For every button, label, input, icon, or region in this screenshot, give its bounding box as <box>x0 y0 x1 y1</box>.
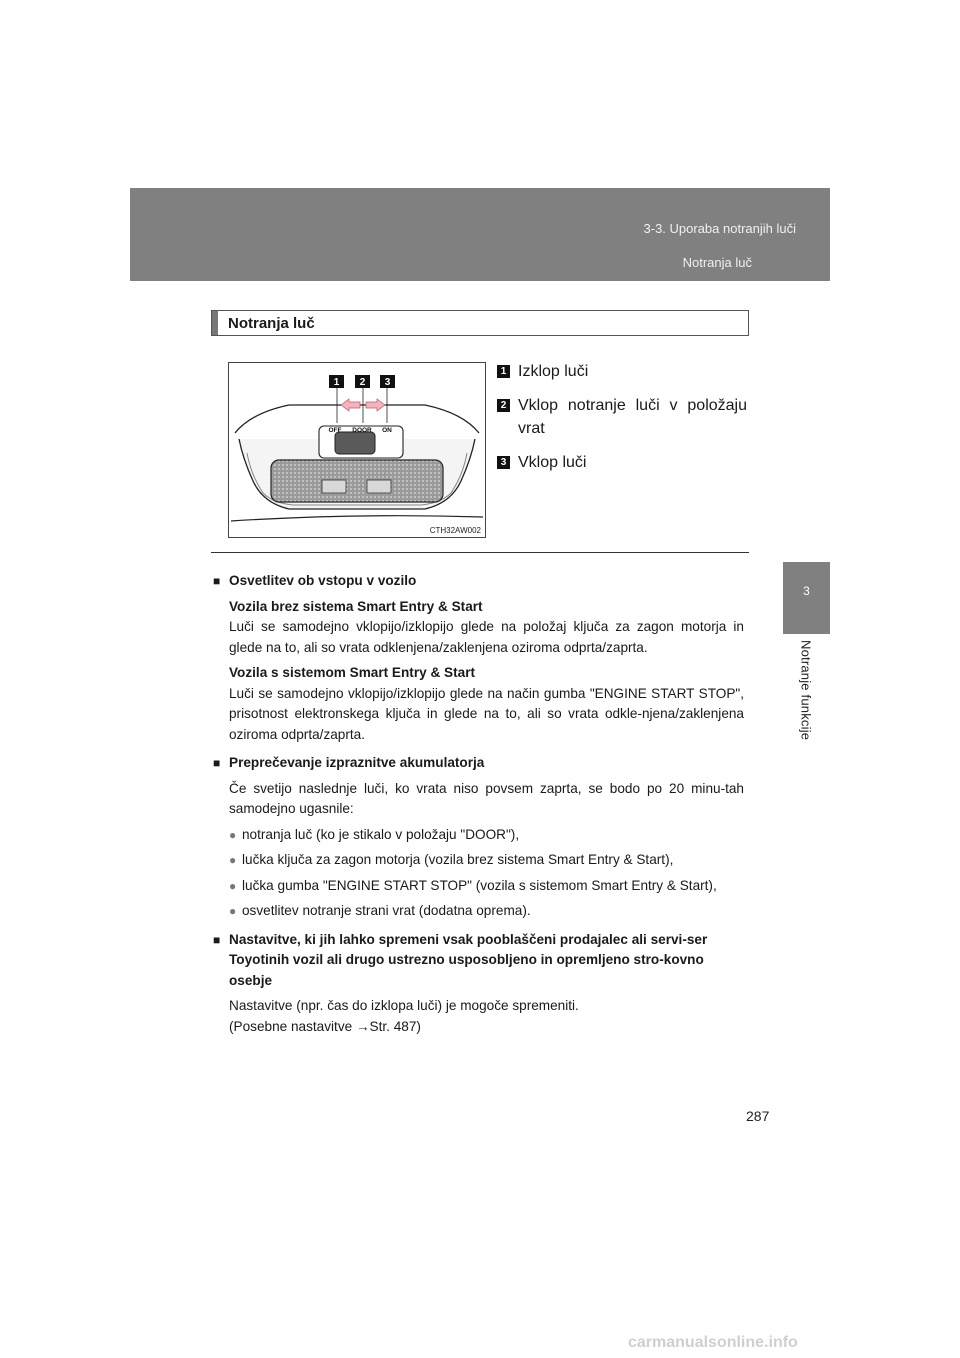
switch-label-door: DOOR <box>352 427 372 434</box>
legend-text-2: Vklop notranje luči v položaju vrat <box>518 397 747 437</box>
interior-light-illustration <box>229 363 485 537</box>
interior-light-figure <box>228 362 486 538</box>
chapter-number: 3 <box>803 584 810 598</box>
figure-legend <box>497 360 747 485</box>
subsection-title: Notranja luč <box>682 255 752 270</box>
notes-content <box>213 571 744 1037</box>
chapter-side-label-text: Notranje funkcije <box>798 640 814 741</box>
switch-label-off: OFF <box>328 427 342 434</box>
legend-item <box>497 451 747 474</box>
legend-number-1: 1 <box>497 365 510 378</box>
chapter-side-label <box>786 640 826 750</box>
section-title: Notranja luč <box>228 314 315 332</box>
note-heading-customizable-settings: ■ Nastavitve, ki jih lahko spremeni vsak pooblaščeni prodajalec ali servi-ser Toyotinih vozil ali drugo ustrezno usposobljeno in opremljeno stro-kovno osebje <box>213 930 744 992</box>
note-text-without-smart-entry: Luči se samodejno vklopijo/izklopijo glede na položaj ključa za zagon motorja in glede na to, ali so vrata odklenjena/zaklenjena oziroma odprta/zaprta. <box>229 619 744 655</box>
note-heading-entry-illumination: ■ Osvetlitev ob vstopu v vozilo <box>213 571 744 592</box>
note-text-customizable-settings: Nastavitve (npr. čas do izklopa luči) je mogoče spremeniti. <box>229 998 579 1013</box>
page-header <box>130 188 830 281</box>
list-item: ● lučka ključa za zagon motorja (vozila brez sistema Smart Entry & Start), <box>213 850 744 871</box>
note-text-with-smart-entry: Luči se samodejno vklopijo/izklopijo glede na način gumba "ENGINE START STOP", prisotnost elektronskega ključa in glede na to, ali so vrata odkle-njena/zaklenjena oziroma odprta/zaprta. <box>229 685 744 742</box>
note-subheading-with-smart-entry: Vozila s sistemom Smart Entry & Start <box>229 665 476 680</box>
note-reference: (Posebne nastavitve →Str. 487) <box>229 1018 421 1034</box>
callout-3: 3 <box>384 377 391 388</box>
list-item: ● osvetlitev notranje strani vrat (dodatna oprema). <box>213 901 744 922</box>
legend-number-3: 3 <box>497 456 510 469</box>
figure-code: CTH32AW002 <box>429 526 481 535</box>
legend-text-1: Izklop luči <box>518 363 589 380</box>
callout-2: 2 <box>359 377 366 388</box>
callout-1: 1 <box>333 377 340 388</box>
chapter-side-tab <box>783 562 830 634</box>
list-item: ● lučka gumba "ENGINE START STOP" (vozila s sistemom Smart Entry & Start), <box>213 876 744 897</box>
note-text-battery-saver: Če svetijo naslednje luči, ko vrata niso povsem zaprta, se bodo po 20 minu-tah samodejno ugasnile: <box>229 780 744 816</box>
chapter-title: 3-3. Uporaba notranjih luči <box>643 221 796 236</box>
switch-label-on: ON <box>382 427 392 434</box>
section-divider <box>211 552 749 553</box>
watermark: carmanualsonline.info <box>628 1334 798 1351</box>
list-item: ● notranja luč (ko je stikalo v položaju "DOOR"), <box>213 825 744 846</box>
page-number: 287 <box>746 1108 770 1124</box>
note-heading-battery-saver: ■ Preprečevanje izpraznitve akumulatorja <box>213 753 744 774</box>
legend-item <box>497 360 747 383</box>
note-subheading-without-smart-entry: Vozila brez sistema Smart Entry & Start <box>229 598 483 614</box>
legend-number-2: 2 <box>497 399 510 412</box>
legend-item <box>497 394 747 440</box>
legend-text-3: Vklop luči <box>518 454 587 471</box>
section-title-box <box>211 310 749 336</box>
section-title-bar <box>212 311 218 335</box>
